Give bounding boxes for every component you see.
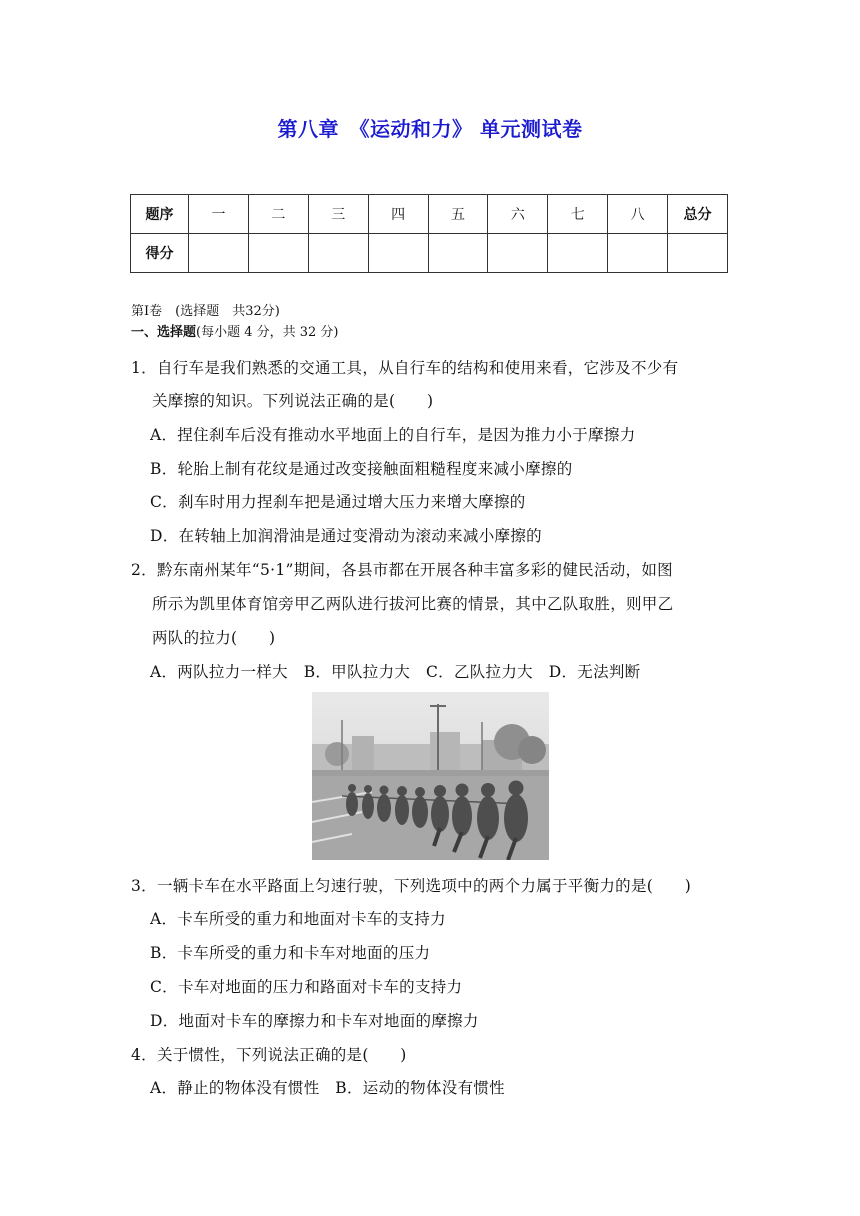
part-note: (每小题 4 分，共 32 分)	[196, 325, 339, 340]
score-table-column: 五	[428, 195, 488, 234]
question-1-option-d: D．在转轴上加润滑油是通过变滑动为滚动来减小摩擦的	[150, 527, 542, 545]
question-4-options: A．静止的物体没有惯性 B．运动的物体没有惯性	[150, 1079, 505, 1097]
score-table-header-row	[131, 195, 728, 234]
score-cell[interactable]	[428, 234, 488, 273]
score-table-column: 七	[548, 195, 608, 234]
score-cell[interactable]	[488, 234, 548, 273]
score-table-column: 八	[608, 195, 668, 234]
score-table-column: 四	[368, 195, 428, 234]
score-table-column: 一	[189, 195, 249, 234]
question-1-option-a: A．捏住刹车后没有推动水平地面上的自行车，是因为推力小于摩擦力	[150, 426, 636, 444]
score-table-column: 二	[248, 195, 308, 234]
question-2-line: 所示为凯里体育馆旁甲乙两队进行拔河比赛的情景，其中乙队取胜，则甲乙	[152, 595, 674, 613]
score-table-total-label: 总分	[668, 195, 728, 234]
score-cell[interactable]	[189, 234, 249, 273]
score-cell[interactable]	[548, 234, 608, 273]
question-1-option-c: C．刹车时用力捏刹车把是通过增大压力来增大摩擦的	[150, 493, 526, 511]
question-4-line: 4．关于惯性，下列说法正确的是( )	[131, 1046, 407, 1064]
score-cell[interactable]	[668, 234, 728, 273]
score-table	[130, 194, 728, 273]
part-title: 一、选择题	[131, 325, 197, 340]
score-table-column: 三	[308, 195, 368, 234]
page-title: 第八章 《运动和力》 单元测试卷	[277, 117, 583, 141]
question-3-option-b: B．卡车所受的重力和卡车对地面的压力	[150, 944, 431, 962]
score-table-row-label: 得分	[131, 234, 189, 273]
score-cell[interactable]	[608, 234, 668, 273]
part-heading	[131, 321, 339, 340]
question-3-option-a: A．卡车所受的重力和地面对卡车的支持力	[150, 910, 446, 928]
score-table-column: 六	[488, 195, 548, 234]
tug-of-war-photo	[312, 692, 549, 860]
question-1-line: 1．自行车是我们熟悉的交通工具，从自行车的结构和使用来看，它涉及不少有	[131, 359, 679, 377]
question-3-option-d: D．地面对卡车的摩擦力和卡车对地面的摩擦力	[150, 1012, 479, 1030]
question-2-line: 2．黔东南州某年“5·1”期间，各县市都在开展各种丰富多彩的健民活动，如图	[131, 561, 673, 579]
question-2-line: 两队的拉力( )	[152, 629, 276, 647]
score-cell[interactable]	[308, 234, 368, 273]
score-table-row-label: 题序	[131, 195, 189, 234]
question-3-option-c: C．卡车对地面的压力和路面对卡车的支持力	[150, 978, 463, 996]
score-cell[interactable]	[368, 234, 428, 273]
volume-heading: 第Ⅰ卷 (选择题 共32分)	[131, 304, 280, 319]
question-3-line: 3．一辆卡车在水平路面上匀速行驶，下列选项中的两个力属于平衡力的是( )	[131, 877, 692, 895]
question-1-option-b: B．轮胎上制有花纹是通过改变接触面粗糙程度来减小摩擦的	[150, 460, 573, 478]
score-cell[interactable]	[248, 234, 308, 273]
question-1-line: 关摩擦的知识。下列说法正确的是( )	[152, 392, 434, 410]
score-table-score-row	[131, 234, 728, 273]
question-2-options: A．两队拉力一样大 B．甲队拉力大 C．乙队拉力大 D．无法判断	[150, 663, 641, 681]
